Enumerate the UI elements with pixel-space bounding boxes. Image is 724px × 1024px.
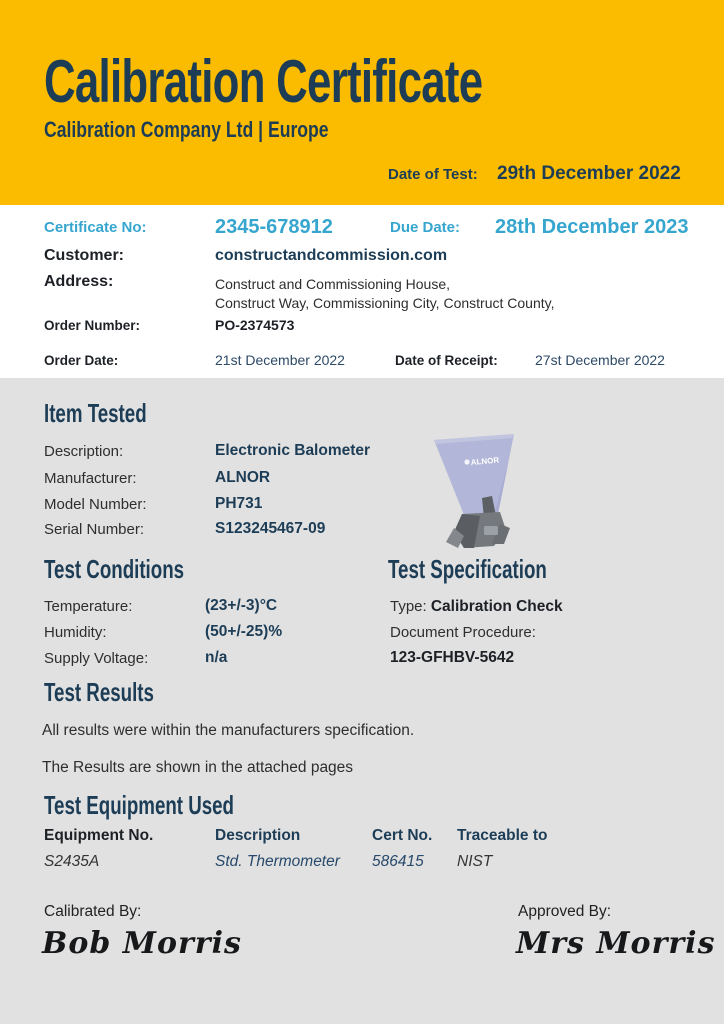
date-of-test-value: 29th December 2022 [497, 163, 681, 184]
order-date-value: 21st December 2022 [215, 352, 345, 368]
order-number-label: Order Number: [44, 318, 141, 333]
date-of-receipt-label: Date of Receipt: [395, 353, 498, 368]
calibrated-by-signature: Bob Morris [42, 926, 242, 961]
serial-number-value: S123245467-09 [215, 520, 326, 537]
date-of-test-label: Date of Test: [388, 166, 478, 183]
company-subtitle: Calibration Company Ltd | Europe [44, 117, 329, 142]
balometer-hood [434, 434, 514, 515]
page-title: Calibration Certificate [44, 48, 483, 115]
description-value: Electronic Balometer [215, 442, 371, 459]
description-cell: Std. Thermometer [215, 853, 340, 870]
test-results-line1: All results were within the manufacturers specification. [42, 722, 415, 739]
manufacturer-label: Manufacturer: [44, 470, 137, 487]
manufacturer-value: ALNOR [215, 469, 271, 486]
calibrated-by-label: Calibrated By: [44, 903, 142, 920]
order-date-label: Order Date: [44, 353, 119, 368]
certificate-info-band [0, 205, 724, 378]
balometer-product-image [424, 424, 526, 557]
certificate-no-value: 2345-678912 [215, 216, 333, 238]
description-label: Description: [44, 443, 124, 460]
humidity-value: (50+/-25)% [205, 623, 283, 640]
test-conditions-heading: Test Conditions [44, 554, 185, 584]
balometer-brand-logo [464, 459, 469, 464]
traceable-to-cell: NIST [457, 853, 493, 870]
document-procedure-value: 123-GFHBV-5642 [390, 649, 515, 666]
test-equipment-heading: Test Equipment Used [44, 790, 235, 820]
serial-number-label: Serial Number: [44, 521, 145, 538]
certificate-no-label: Certificate No: [44, 219, 147, 236]
equipment-col-equipment-no: Equipment No. [44, 827, 154, 844]
test-specification-heading: Test Specification [388, 554, 547, 584]
equipment-col-cert-no: Cert No. [372, 827, 433, 844]
header-band [0, 0, 724, 205]
supply-voltage-value: n/a [205, 649, 228, 666]
model-number-value: PH731 [215, 495, 263, 512]
temperature-label: Temperature: [44, 598, 133, 615]
equipment-col-traceable-to: Traceable to [457, 827, 548, 844]
model-number-label: Model Number: [44, 496, 147, 513]
temperature-value: (23+/-3)°C [205, 597, 278, 614]
balometer-brand-label: ALNOR [470, 455, 500, 467]
equipment-col-description: Description [215, 827, 301, 844]
customer-label: Customer: [44, 247, 125, 264]
address-line1: Construct and Commissioning House, [215, 276, 450, 292]
equipment-no-cell: S2435A [44, 853, 100, 870]
customer-value: constructandcommission.com [215, 247, 448, 264]
address-label: Address: [44, 273, 114, 290]
due-date-value: 28th December 2023 [495, 216, 689, 238]
approved-by-label: Approved By: [518, 903, 612, 920]
test-results-line2: The Results are shown in the attached pages [42, 759, 354, 776]
document-procedure-label: Document Procedure: [390, 624, 536, 641]
humidity-label: Humidity: [44, 624, 107, 641]
due-date-label: Due Date: [390, 219, 461, 236]
type-label: Type: [390, 598, 427, 615]
cert-no-cell: 586415 [372, 853, 424, 870]
order-number-value: PO-2374573 [215, 317, 295, 333]
address-line2: Construct Way, Commissioning City, Construct County, [215, 295, 555, 311]
approved-by-signature: Mrs Morris [516, 926, 716, 961]
type-value: Calibration Check [430, 598, 563, 615]
balometer-display [484, 526, 498, 535]
test-results-heading: Test Results [44, 677, 154, 707]
item-tested-heading: Item Tested [44, 398, 147, 428]
date-of-receipt-value: 27st December 2022 [535, 352, 665, 368]
supply-voltage-label: Supply Voltage: [44, 650, 149, 667]
